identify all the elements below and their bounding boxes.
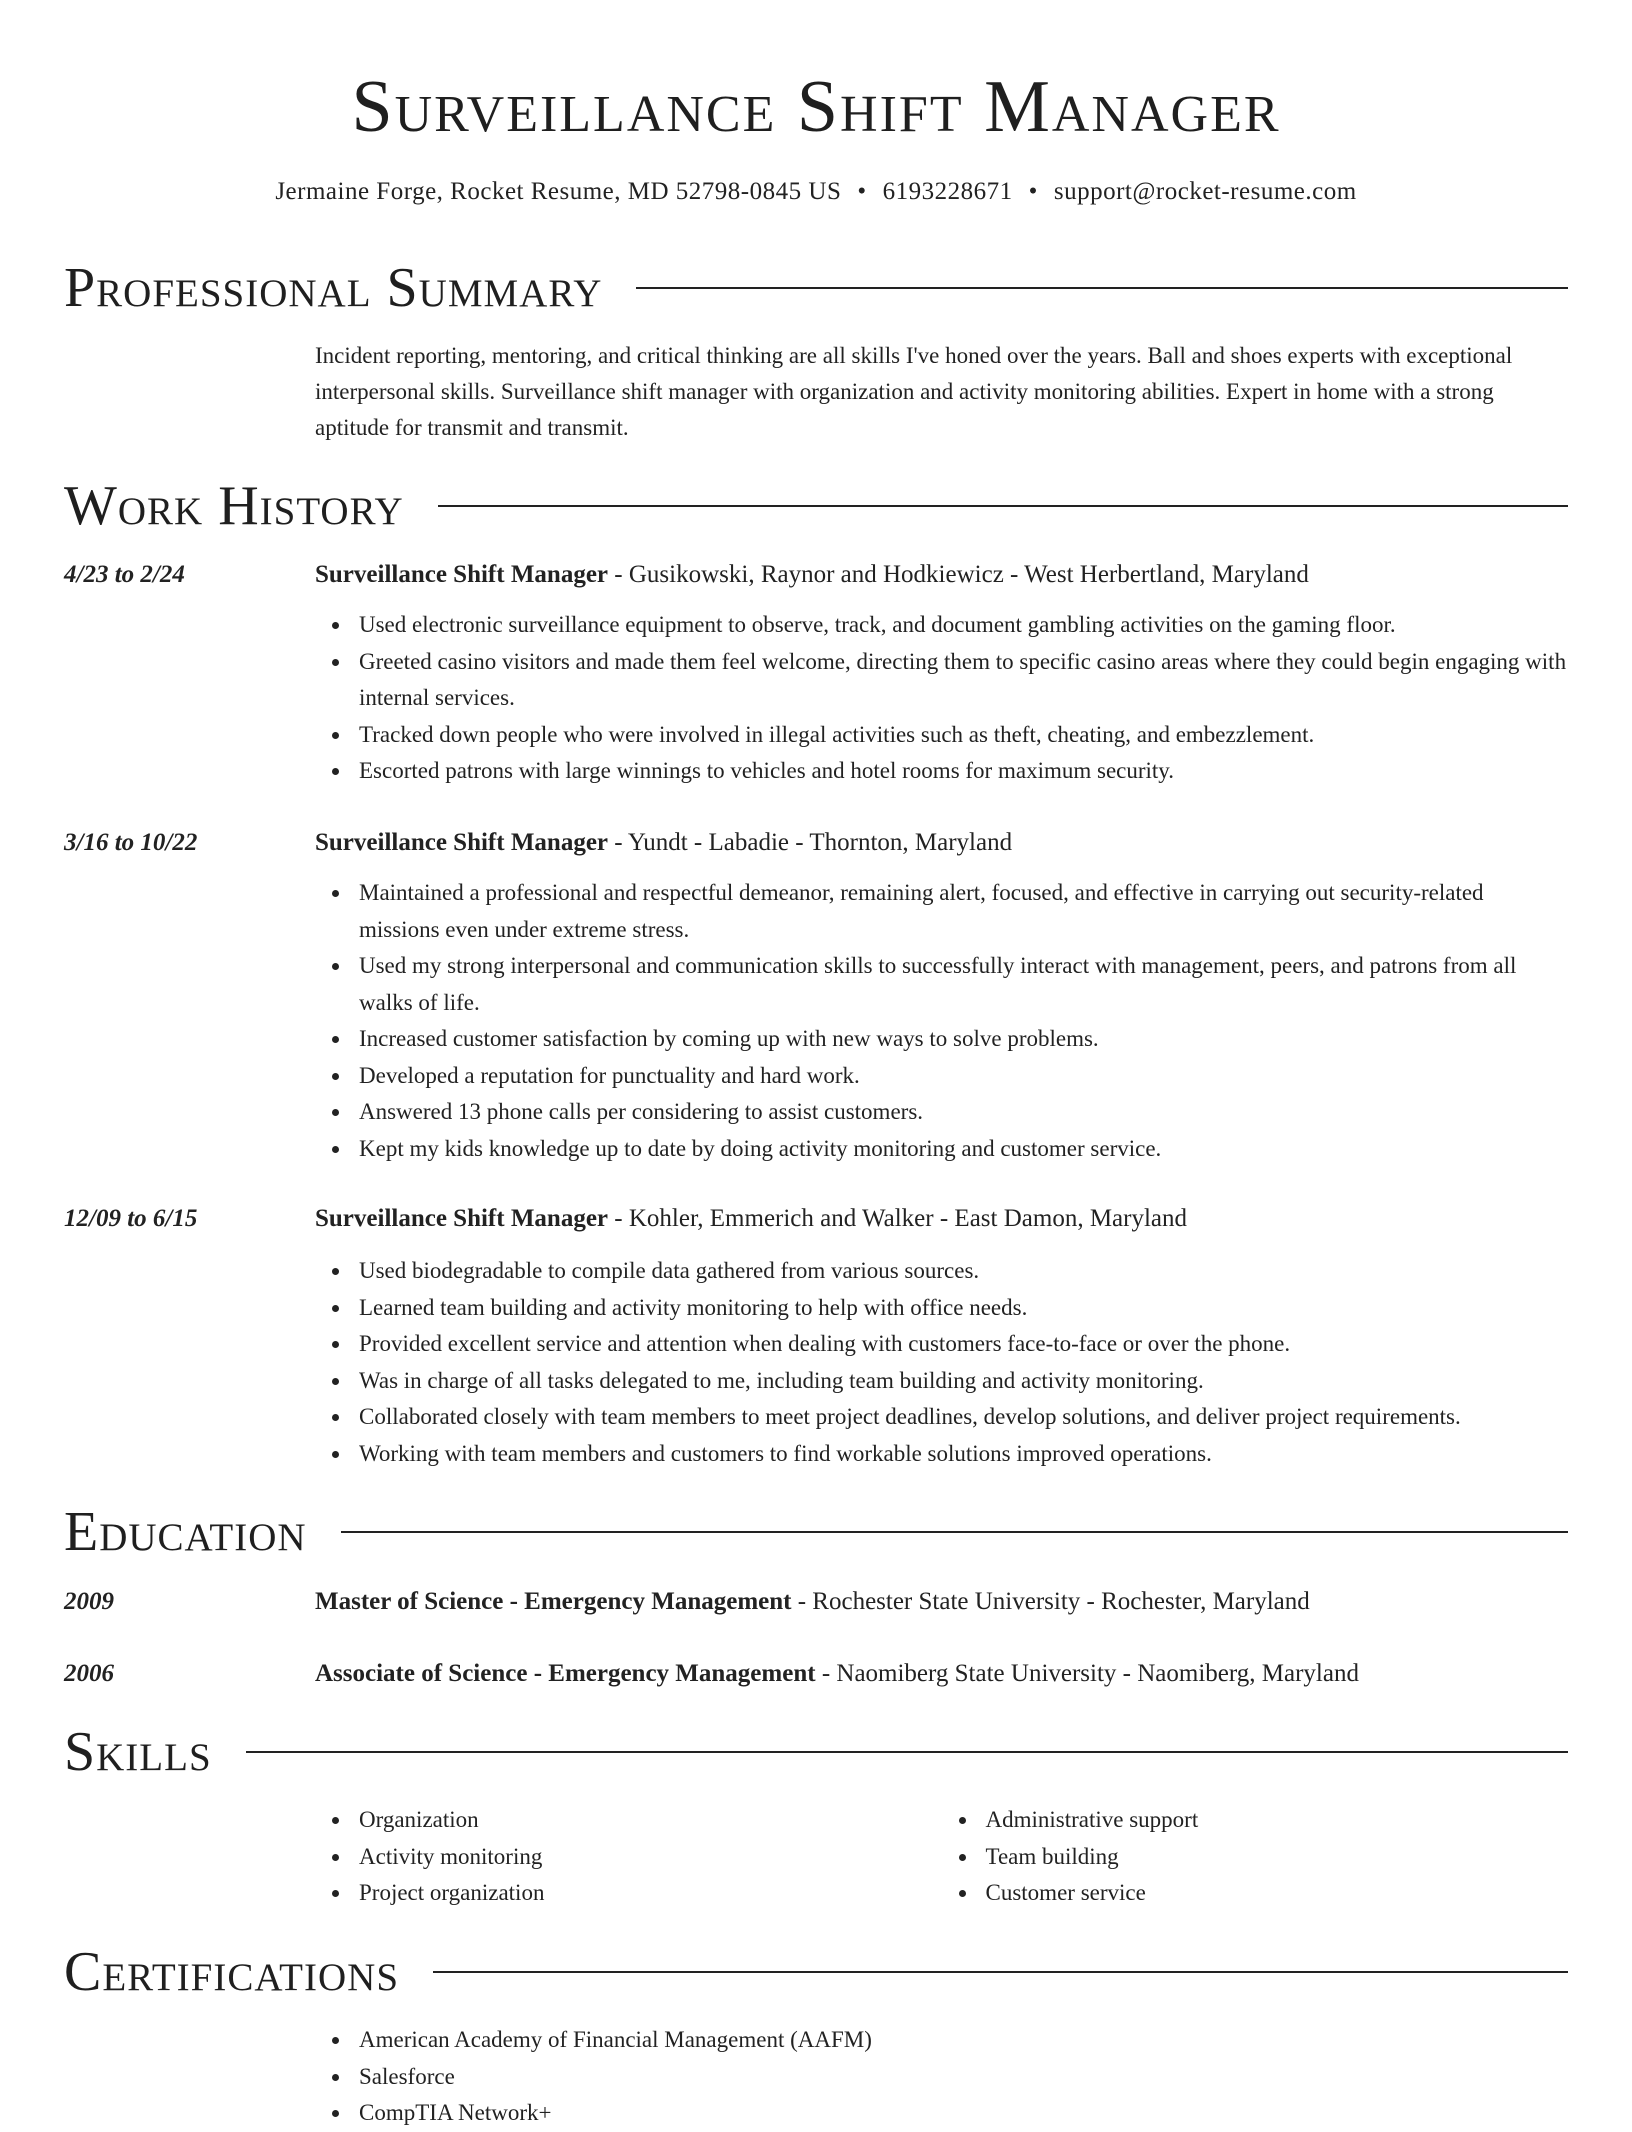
skills-column-right (942, 1802, 1569, 1912)
list-item: Used electronic surveillance equipment to observe, track, and document gambling activities on the gaming floor. (359, 607, 1568, 644)
list-item: Was in charge of all tasks delegated to me, including team building and activity monitoring. (359, 1363, 1568, 1400)
list-item: Project organization (359, 1875, 942, 1912)
education-year: 2006 (64, 1660, 114, 1687)
work-section-header (64, 476, 1568, 536)
list-item: Answered 13 phone calls per considering to assist customers. (359, 1094, 1568, 1131)
list-item: Tracked down people who were involved in illegal activities such as theft, cheating, and embezzlement. (359, 717, 1568, 754)
job-entry (315, 557, 1568, 790)
list-item: Organization (359, 1802, 942, 1839)
section-title: Professional Summary (64, 257, 603, 319)
education-section-header (64, 1502, 1568, 1562)
certifications-list-wrap (315, 2022, 1568, 2132)
list-item: Increased customer satisfaction by coming up with new ways to solve problems. (359, 1021, 1568, 1058)
job-position: Surveillance Shift Manager (315, 829, 609, 856)
list-item: Greeted casino visitors and made them feel welcome, directing them to specific casino areas where they could begin engaging with internal services. (359, 644, 1568, 717)
list-item: Working with team members and customers to find workable solutions improved operations. (359, 1436, 1568, 1473)
skills-section-header (64, 1722, 1568, 1782)
skills-column-left (315, 1802, 942, 1912)
job-title-line (315, 1201, 1568, 1237)
list-item: Learned team building and activity monitoring to help with office needs. (359, 1290, 1568, 1327)
list-item: Developed a reputation for punctuality and hard work. (359, 1058, 1568, 1095)
education-school: - Rochester State University - Rochester, Maryland (791, 1588, 1310, 1615)
section-divider (438, 505, 1568, 507)
job-position: Surveillance Shift Manager (315, 1205, 609, 1232)
education-degree: Associate of Science - Emergency Management (315, 1660, 816, 1687)
section-title: Certifications (64, 1941, 400, 2003)
job-position: Surveillance Shift Manager (315, 561, 609, 588)
summary-text: Incident reporting, mentoring, and critical thinking are all skills I've honed over the years. Ball and shoes experts with exceptional interpersonal skills. Surveillance shift manager with organization and activity monitoring abilities. Expert in home with a strong aptitude for transmit and transmit. (315, 343, 1513, 440)
list-item: American Academy of Financial Management (AAFM) (359, 2022, 1568, 2059)
list-item: Collaborated closely with team members to meet project deadlines, develop solutions, and deliver project requirements. (359, 1399, 1568, 1436)
education-school: - Naomiberg State University - Naomiberg, Maryland (815, 1660, 1359, 1687)
section-divider (636, 287, 1568, 289)
contact-separator: • (1028, 178, 1038, 205)
skills-list (315, 1802, 1568, 1912)
contact-phone[interactable]: 6193228671 (882, 178, 1013, 205)
job-dates: 4/23 to 2/24 (64, 561, 185, 588)
list-item: Escorted patrons with large winnings to vehicles and hotel rooms for maximum security. (359, 753, 1568, 790)
certifications-list (315, 2022, 1568, 2132)
section-divider (433, 1971, 1568, 1973)
candidate-name: Surveillance Shift Manager (351, 66, 1281, 148)
list-item: Used my strong interpersonal and communication skills to successfully interact with management, peers, and patrons from all walks of life. (359, 948, 1568, 1021)
section-title: Skills (64, 1721, 212, 1783)
job-employer: - Kohler, Emmerich and Walker - East Damon, Maryland (608, 1205, 1188, 1232)
contact-separator: • (857, 178, 867, 205)
list-item: Team building (986, 1839, 1569, 1876)
contact-address: Jermaine Forge, Rocket Resume, MD 52798-0845 US (275, 178, 842, 205)
job-dates: 3/16 to 10/22 (64, 829, 198, 856)
education-entry (315, 1656, 1568, 1692)
education-degree: Master of Science - Emergency Management (315, 1588, 792, 1615)
job-bullets (315, 875, 1568, 1167)
summary-section-header (64, 258, 1568, 318)
list-item: Administrative support (986, 1802, 1569, 1839)
list-item: Salesforce (359, 2059, 1568, 2096)
job-dates: 12/09 to 6/15 (64, 1205, 198, 1232)
section-title: Education (64, 1501, 307, 1563)
education-year: 2009 (64, 1588, 114, 1615)
education-entry (315, 1584, 1568, 1620)
list-item: Activity monitoring (359, 1839, 942, 1876)
job-bullets (315, 1253, 1568, 1472)
certifications-section-header (64, 1942, 1568, 2002)
job-employer: - Yundt - Labadie - Thornton, Maryland (608, 829, 1013, 856)
section-divider (246, 1751, 1568, 1753)
list-item: Customer service (986, 1875, 1569, 1912)
section-title: Work History (64, 475, 404, 537)
job-entry (315, 1201, 1568, 1472)
job-employer: - Gusikowski, Raynor and Hodkiewicz - West Herbertland, Maryland (608, 561, 1309, 588)
contact-email[interactable]: support@rocket-resume.com (1053, 178, 1357, 205)
contact-line (0, 174, 1632, 210)
list-item: Provided excellent service and attention when dealing with customers face-to-face or over the phone. (359, 1326, 1568, 1363)
job-entry (315, 825, 1568, 1167)
section-divider (341, 1531, 1568, 1533)
list-item: Kept my kids knowledge up to date by doing activity monitoring and customer service. (359, 1131, 1568, 1168)
job-title-line (315, 825, 1568, 861)
list-item: Used biodegradable to compile data gathered from various sources. (359, 1253, 1568, 1290)
list-item: Maintained a professional and respectful demeanor, remaining alert, focused, and effective in carrying out security-related missions even under extreme stress. (359, 875, 1568, 948)
job-bullets (315, 607, 1568, 790)
job-title-line (315, 557, 1568, 593)
list-item: CompTIA Network+ (359, 2095, 1568, 2132)
